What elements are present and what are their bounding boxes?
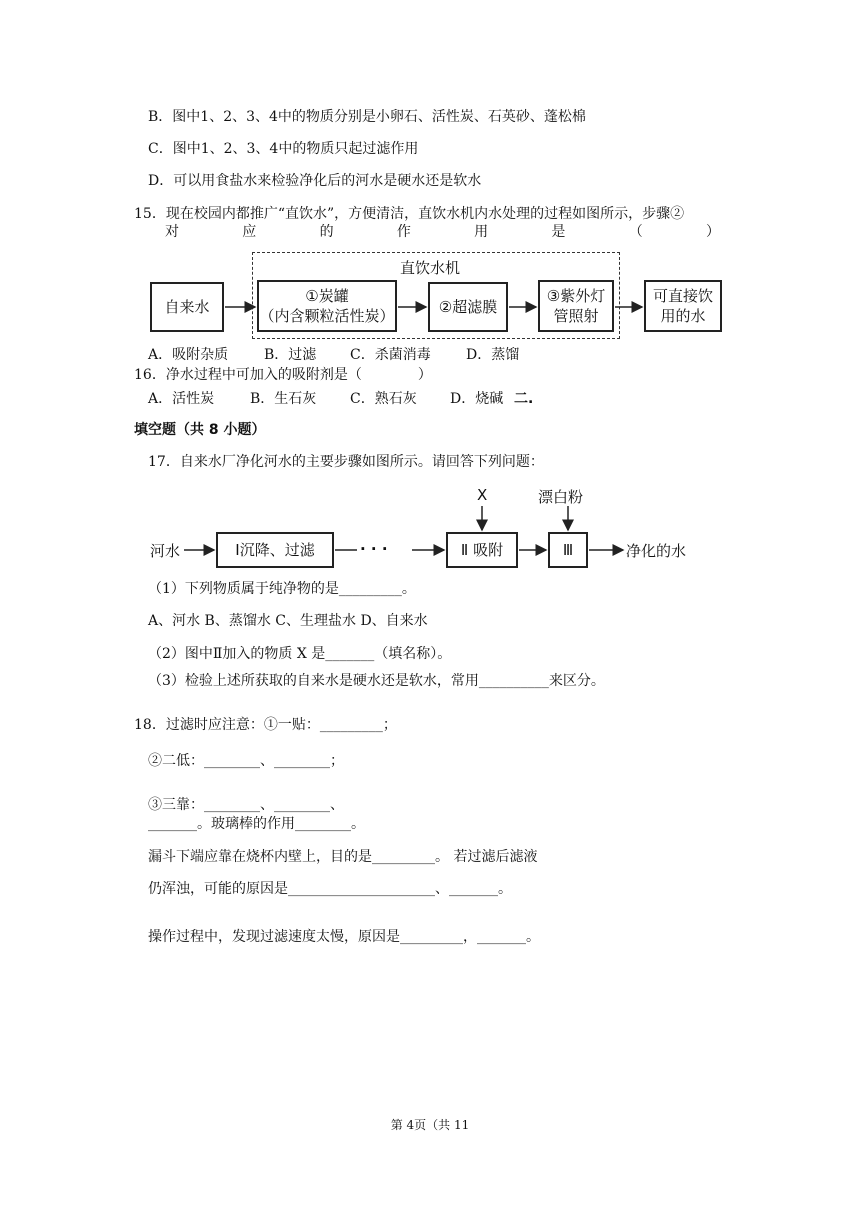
q15-word: 是 xyxy=(551,224,566,240)
drinkable-water-label: 可直接饮 xyxy=(652,287,713,305)
q18-line1: 18．过滤时应注意：①一贴：_________； xyxy=(134,717,397,733)
drinkable-water-label-2: 用的水 xyxy=(660,307,706,325)
q16-stem: 16．净水过程中可加入的吸附剂是（ ） xyxy=(134,367,432,383)
q15-word: 对 xyxy=(165,224,179,240)
section-title: 填空题（共 8 小题） xyxy=(134,422,266,438)
q18-line2: ②二低：________、________； xyxy=(148,753,344,769)
q17-sub1-options: A、河水 B、蒸馏水 C、生理盐水 D、自来水 xyxy=(148,613,428,629)
q15-word: 作 xyxy=(396,224,411,240)
q14-option-c: C．图中1、2、3、4中的物质只起过滤作用 xyxy=(148,141,419,157)
q15-stem-line1: 15．现在校园内都推广“直饮水”，方便清洁，直饮水机内水处理的过程如图所示，步骤② xyxy=(134,206,685,222)
q17-sub1: （1）下列物质属于纯净物的是_________。 xyxy=(148,581,416,597)
settle-filter-label: Ⅰ沉降、过滤 xyxy=(235,541,315,559)
q15-option-b: B．过滤 xyxy=(264,347,317,363)
ultrafilter-label: ②超滤膜 xyxy=(438,298,498,316)
q16-option-d: D．烧碱 xyxy=(450,391,504,407)
q17-stem: 17．自来水厂净化河水的主要步骤如图所示。请回答下列问题： xyxy=(148,454,544,470)
uv-lamp-label: ③紫外灯 xyxy=(546,287,606,305)
q15-word: ） xyxy=(705,224,720,240)
section-number: 二. xyxy=(514,391,534,407)
q16-option-b: B．生石灰 xyxy=(250,391,317,407)
q18-line6: 仍浑浊，可能的原因是_____________________、_______。 xyxy=(148,881,512,897)
q15-word: 的 xyxy=(319,224,334,240)
bleach-label: 漂白粉 xyxy=(538,488,584,506)
q15-word: 应 xyxy=(242,224,257,240)
carbon-tank-label: ①炭罐 xyxy=(305,287,349,305)
q14-option-d: D．可以用食盐水来检验净化后的河水是硬水还是软水 xyxy=(148,173,482,189)
q15-word: （ xyxy=(628,224,643,240)
additive-x-label: X xyxy=(477,486,488,504)
q18-line5: 漏斗下端应靠在烧杯内壁上，目的是_________。 若过滤后滤液 xyxy=(148,849,538,865)
ellipsis-dots: · · · xyxy=(360,540,388,558)
river-water-label: 河水 xyxy=(150,542,181,560)
q17-sub2: （2）图中Ⅱ加入的物质 X 是_______（填名称）。 xyxy=(148,646,452,662)
q18-line4: _______。玻璃棒的作用________。 xyxy=(148,816,365,832)
page-footer: 第 4页（共 11 xyxy=(390,1118,470,1132)
machine-label: 直饮水机 xyxy=(400,259,461,277)
q15-option-d: D．蒸馏 xyxy=(466,347,520,363)
q17-sub3: （3）检验上述所获取的自来水是硬水还是软水，常用__________来区分。 xyxy=(148,673,605,689)
q15-option-a: A．吸附杂质 xyxy=(148,347,229,363)
step-three-label: Ⅲ xyxy=(562,541,574,559)
q14-option-b: B．图中1、2、3、4中的物质分别是小卵石、活性炭、石英砂、蓬松棉 xyxy=(148,109,586,125)
q18-line3: ③三靠：________、________、 xyxy=(148,797,344,813)
purified-water-label: 净化的水 xyxy=(626,542,687,560)
q16-option-a: A．活性炭 xyxy=(148,391,215,407)
q16-option-c: C．熟石灰 xyxy=(350,391,417,407)
carbon-tank-note: （内含颗粒活性炭） xyxy=(259,307,395,325)
adsorption-label: Ⅱ 吸附 xyxy=(460,541,504,559)
source-water-label: 自来水 xyxy=(164,298,210,316)
q15-option-c: C．杀菌消毒 xyxy=(350,347,431,363)
uv-lamp-label-2: 管照射 xyxy=(553,307,599,325)
q18-line7: 操作过程中，发现过滤速度太慢，原因是_________，_______。 xyxy=(148,929,540,945)
q15-word: 用 xyxy=(474,224,489,240)
